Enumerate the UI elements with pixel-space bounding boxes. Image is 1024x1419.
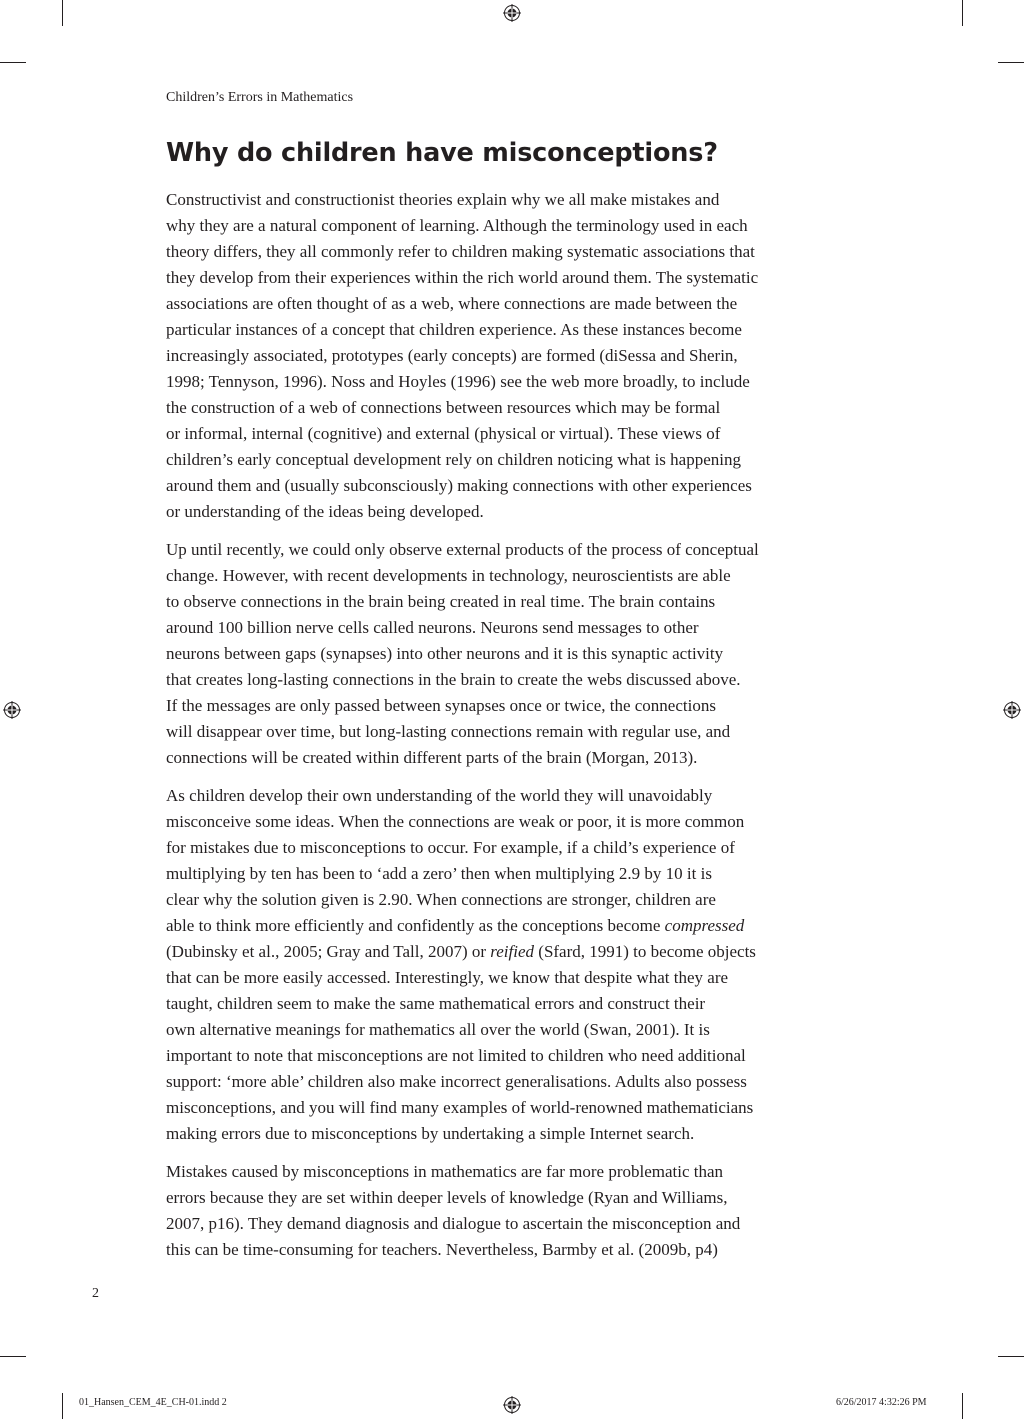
- text-run: Up until recently, we could only observe external products of the process of conceptual: [166, 540, 759, 559]
- text-run: 1998; Tennyson, 1996). Noss and Hoyles (1996) see the web more broadly, to include: [166, 372, 750, 391]
- text-run: 2007, p16). They demand diagnosis and dialogue to ascertain the misconception and: [166, 1214, 741, 1233]
- text-run: Constructivist and constructionist theories explain why we all make mistakes and: [166, 190, 720, 209]
- crop-mark-right-bottom: [998, 1356, 1024, 1357]
- section-heading: Why do children have misconceptions?: [166, 138, 718, 168]
- text-run: the construction of a web of connections between resources which may be formal: [166, 398, 721, 417]
- text-line: [166, 1095, 856, 1121]
- crop-mark-top-right: [962, 0, 963, 26]
- text-line: [166, 1121, 856, 1147]
- text-line: [166, 861, 856, 887]
- crop-mark-right-top: [998, 62, 1024, 63]
- text-line: [166, 667, 856, 693]
- text-line: [166, 615, 856, 641]
- text-run: that can be more easily accessed. Interestingly, we know that despite what they are: [166, 968, 729, 987]
- paragraph: [166, 783, 856, 1147]
- text-run: children’s early conceptual development rely on children noticing what is happening: [166, 450, 741, 469]
- text-run: neurons between gaps (synapses) into other neurons and it is this synaptic activity: [166, 644, 724, 663]
- text-run: misconceptions, and you will find many examples of world-renowned mathematicians: [166, 1098, 754, 1117]
- text-run: change. However, with recent developments in technology, neuroscientists are able: [166, 566, 731, 585]
- text-run: that creates long-lasting connections in the brain to create the webs discussed above.: [166, 670, 741, 689]
- text-run: clear why the solution given is 2.90. When connections are stronger, children are: [166, 890, 716, 909]
- text-line: [166, 499, 856, 525]
- text-line: [166, 783, 856, 809]
- text-run: connections will be created within different parts of the brain (Morgan, 2013).: [166, 748, 698, 767]
- slug-file-info: 01_Hansen_CEM_4E_CH-01.indd 2: [79, 1397, 227, 1408]
- text-line: [166, 835, 856, 861]
- text-run: why they are a natural component of learning. Although the terminology used in each: [166, 216, 748, 235]
- text-line: [166, 447, 856, 473]
- text-run: they develop from their experiences within the rich world around them. The systematic: [166, 268, 759, 287]
- text-run: If the messages are only passed between synapses once or twice, the connections: [166, 696, 716, 715]
- text-line: [166, 1237, 856, 1263]
- paragraph: [166, 187, 856, 525]
- text-run: multiplying by ten has been to ‘add a zero’ then when multiplying 2.9 by 10 it is: [166, 864, 712, 883]
- crop-mark-top-left: [62, 0, 63, 26]
- crop-mark-left-bottom: [0, 1356, 26, 1357]
- paragraph: [166, 537, 856, 771]
- registration-mark-icon: [3, 701, 21, 719]
- text-run: associations are often thought of as a web, where connections are made between the: [166, 294, 738, 313]
- text-line: [166, 693, 856, 719]
- text-line: [166, 719, 856, 745]
- text-run: around them and (usually subconsciously) making connections with other experiences: [166, 476, 752, 495]
- text-run: this can be time-consuming for teachers. Nevertheless, Barmby et al. (2009b, p4): [166, 1240, 718, 1259]
- text-run: able to think more efficiently and confidently as the conceptions become: [166, 916, 665, 935]
- text-line: [166, 1185, 856, 1211]
- text-run: important to note that misconceptions are not limited to children who need additional: [166, 1046, 746, 1065]
- text-line: [166, 1211, 856, 1237]
- registration-mark-icon: [1003, 701, 1021, 719]
- body-text: [166, 187, 856, 1275]
- text-run: support: ‘more able’ children also make incorrect generalisations. Adults also possess: [166, 1072, 747, 1091]
- text-run: Mistakes caused by misconceptions in mathematics are far more problematic than: [166, 1162, 724, 1181]
- text-line: [166, 913, 856, 939]
- page-number: 2: [92, 1286, 99, 1301]
- slug-datetime: 6/26/2017 4:32:26 PM: [836, 1397, 927, 1408]
- text-line: [166, 887, 856, 913]
- text-line: [166, 745, 856, 771]
- text-run: (Sfard, 1991) to become objects: [534, 942, 756, 961]
- crop-mark-bottom-right: [962, 1393, 963, 1419]
- paragraph: [166, 1159, 856, 1263]
- text-line: [166, 291, 856, 317]
- italic-term: reified: [490, 942, 535, 961]
- text-line: [166, 1069, 856, 1095]
- text-run: errors because they are set within deeper levels of knowledge (Ryan and Williams,: [166, 1188, 728, 1207]
- text-line: [166, 395, 856, 421]
- text-line: [166, 1043, 856, 1069]
- text-run: or informal, internal (cognitive) and external (physical or virtual). These views of: [166, 424, 721, 443]
- text-line: [166, 265, 856, 291]
- text-line: [166, 369, 856, 395]
- text-run: making errors due to misconceptions by undertaking a simple Internet search.: [166, 1124, 695, 1143]
- italic-term: compressed: [664, 916, 745, 935]
- text-run: own alternative meanings for mathematics all over the world (Swan, 2001). It is: [166, 1020, 710, 1039]
- text-run: increasingly associated, prototypes (early concepts) are formed (diSessa and Sherin,: [166, 346, 738, 365]
- text-line: [166, 991, 856, 1017]
- text-run: to observe connections in the brain being created in real time. The brain contains: [166, 592, 716, 611]
- crop-mark-bottom-left: [62, 1393, 63, 1419]
- registration-mark-icon: [503, 4, 521, 22]
- text-line: [166, 421, 856, 447]
- text-run: for mistakes due to misconceptions to occur. For example, if a child’s experience of: [166, 838, 735, 857]
- text-line: [166, 939, 856, 965]
- text-run: (Dubinsky et al., 2005; Gray and Tall, 2007) or: [166, 942, 491, 961]
- text-run: will disappear over time, but long-lasting connections remain with regular use, and: [166, 722, 731, 741]
- text-line: [166, 589, 856, 615]
- text-line: [166, 473, 856, 499]
- text-line: [166, 1017, 856, 1043]
- text-line: [166, 965, 856, 991]
- text-run: As children develop their own understanding of the world they will unavoidably: [166, 786, 713, 805]
- text-line: [166, 563, 856, 589]
- text-run: misconceive some ideas. When the connections are weak or poor, it is more common: [166, 812, 745, 831]
- text-line: [166, 809, 856, 835]
- text-line: [166, 317, 856, 343]
- text-run: particular instances of a concept that children experience. As these instances become: [166, 320, 742, 339]
- text-line: [166, 239, 856, 265]
- running-head: Children’s Errors in Mathematics: [166, 90, 354, 105]
- text-line: [166, 537, 856, 563]
- text-run: theory differs, they all commonly refer to children making systematic associations that: [166, 242, 755, 261]
- text-run: or understanding of the ideas being developed.: [166, 502, 484, 521]
- crop-mark-left-top: [0, 62, 26, 63]
- text-run: taught, children seem to make the same mathematical errors and construct their: [166, 994, 706, 1013]
- text-line: [166, 213, 856, 239]
- text-line: [166, 187, 856, 213]
- text-line: [166, 1159, 856, 1185]
- text-line: [166, 343, 856, 369]
- text-line: [166, 641, 856, 667]
- text-run: around 100 billion nerve cells called neurons. Neurons send messages to other: [166, 618, 699, 637]
- registration-mark-icon: [503, 1396, 521, 1414]
